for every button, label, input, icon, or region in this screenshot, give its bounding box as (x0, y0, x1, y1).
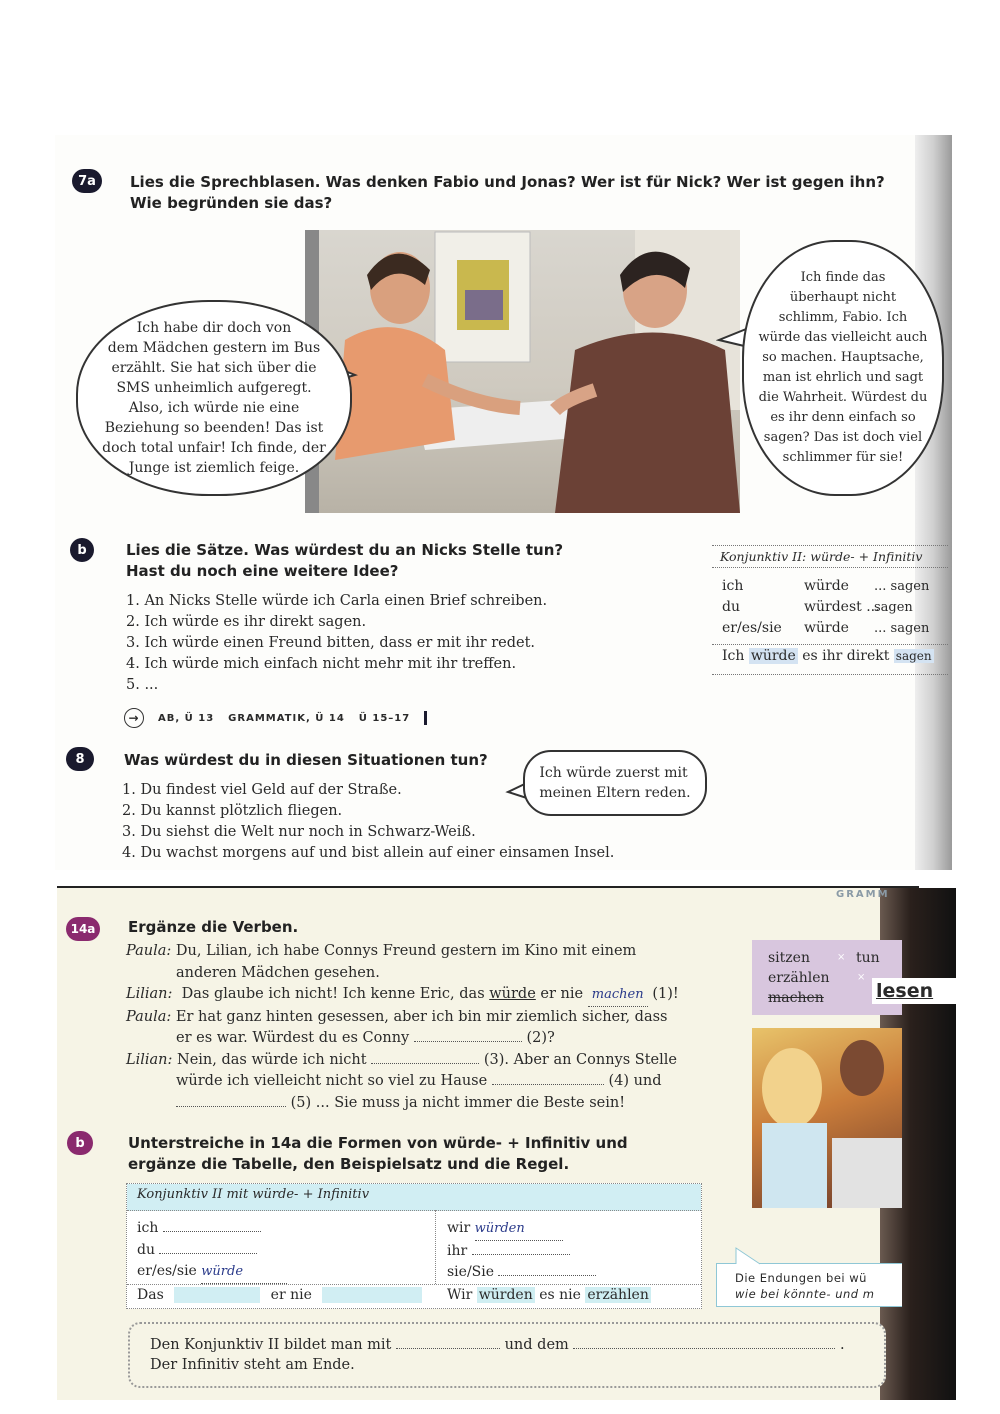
bubble-8-line: meinen Eltern reden. (539, 785, 691, 801)
bubble-right-line: die Wahrheit. Würdest du (758, 390, 928, 405)
dialogue-text: Das glaube ich nicht! Ich kenne Eric, das (181, 986, 485, 1002)
list-item: 4. Du wachst morgens auf und bist allein auf einer einsamen Insel. (122, 845, 615, 861)
question-line-2: Wie begründen sie das? (130, 194, 333, 212)
pronoun: du (137, 1241, 155, 1258)
table-field-du[interactable] (159, 1253, 257, 1254)
word-option-used: machen (768, 990, 824, 1006)
bubble-8-line: Ich würde zuerst mit (539, 765, 688, 781)
bubble-left-line: SMS unheimlich aufgeregt. (116, 380, 312, 396)
dialogue-line (126, 1028, 736, 1050)
verb-form: würde (804, 578, 849, 594)
question-line-1: Lies die Sprechblasen. Was denken Fabio und Jonas? Wer ist für Nick? Wer ist gegen ihn? (130, 173, 885, 191)
table-row (447, 1218, 596, 1241)
table-field-er-es-sie[interactable]: würde (201, 1261, 287, 1284)
page-right-edge-shadow (915, 135, 952, 870)
table-row (137, 1240, 287, 1262)
grammar-box-konjunktiv (712, 545, 948, 675)
speaker-paula: Paula: (126, 1008, 172, 1025)
dialogue-text: (4) und (608, 1073, 662, 1089)
list-item: 2. Ich würde es ihr direkt sagen. (126, 614, 367, 630)
speaker-lilian: Lilian: (126, 1051, 173, 1068)
example-field-verb[interactable] (174, 1287, 260, 1303)
exercise-14b-instruction (128, 1133, 688, 1175)
example-word: es ihr direkt (802, 648, 890, 664)
dialogue-line (126, 1071, 736, 1093)
list-item: 4. Ich würde mich einfach nicht mehr mit ihr treffen. (126, 656, 517, 672)
bubble-left-line: dem Mädchen gestern im Bus (107, 340, 321, 356)
rule-text-part: und dem (504, 1337, 569, 1353)
dialogue-line (126, 963, 736, 985)
photo-girls (752, 1028, 902, 1208)
note-line: Die Endungen bei wü (735, 1271, 867, 1285)
example-word-highlighted: erzählen (587, 1287, 649, 1303)
dialogue-line (126, 1093, 736, 1115)
bubble-right-line: überhaupt nicht (789, 290, 897, 305)
grammar-example-sentence (712, 644, 948, 664)
bubble-left-line: Junge ist ziemlich feige. (128, 460, 300, 476)
word-option: erzählen (768, 970, 830, 986)
conjugation-col-wuerde (804, 576, 880, 639)
dialogue-text: Nein, das würde ich nicht (177, 1051, 367, 1068)
bubble-right-line: schlimmer für sie! (782, 450, 904, 465)
underlined-wuerde: würde (489, 986, 536, 1002)
separator-x-icon: × (837, 952, 846, 963)
ref-grammar: GRAMMATIK, Ü 14 (228, 712, 345, 724)
speech-bubble-exercise-8 (523, 750, 707, 816)
speaker-lilian: Lilian: (126, 986, 173, 1002)
dialogue-text: Er hat ganz hinten gesessen, aber ich bin mir ziemlich sicher, dass (175, 1008, 668, 1025)
bubble-left-line: erzählt. Sie hat sich über die (111, 360, 317, 376)
exercise-8-question: Was würdest du in diesen Situationen tun? (124, 751, 488, 769)
added-word-label[interactable]: lesen (872, 978, 958, 1004)
exercise-references (124, 708, 427, 728)
exercise-badge-8: 8 (66, 747, 94, 771)
example-sentence-left (137, 1287, 422, 1303)
table-right-column (447, 1218, 596, 1284)
ref-workbook: AB, Ü 13 (158, 712, 215, 724)
answer-field-5[interactable] (176, 1106, 286, 1107)
table-row (447, 1241, 596, 1263)
question-line-2: Hast du noch eine weitere Idee? (126, 562, 399, 580)
exercise-badge-7b: b (70, 538, 94, 562)
photo-two-boys (305, 230, 740, 513)
word-option: sitzen (768, 950, 810, 966)
example-word: Wir (447, 1287, 473, 1303)
dialogue-line (126, 1050, 736, 1072)
bubble-right-line: sagen? Das ist doch viel (763, 430, 923, 445)
dialogue-text: (2)? (526, 1030, 555, 1046)
table-title: Konjunktiv II mit würde- + Infinitiv (127, 1184, 701, 1211)
dialogue-text: würde ich vielleicht nicht so viel zu Hause (176, 1073, 488, 1089)
example-word-highlighted: sagen (895, 649, 932, 663)
photo-girls-illustration (752, 1028, 902, 1208)
table-left-column (137, 1218, 287, 1284)
pronoun: ihr (447, 1242, 468, 1259)
photo-illustration (305, 230, 740, 513)
verb-form: würde (804, 620, 849, 636)
speaker-paula: Paula: (126, 943, 172, 959)
word-option: tun (856, 950, 880, 966)
infinitive: ... sagen (874, 621, 930, 636)
speech-bubble-jonas (742, 240, 944, 496)
exercise-7b-list (126, 591, 706, 696)
pronoun: sie/Sie (447, 1264, 495, 1280)
exercise-badge-7a: 7a (72, 169, 102, 193)
dialogue-text: er es war. Würdest du es Conny (176, 1030, 410, 1046)
pronoun: du (722, 599, 740, 615)
list-item: 2. Du kannst plötzlich fliegen. (122, 803, 343, 819)
separator-x-icon: × (857, 972, 866, 983)
answer-field-2[interactable] (414, 1041, 522, 1042)
bubble-right-line: so machen. Hauptsache, (762, 350, 924, 365)
list-item: 3. Ich würde einen Freund bitten, dass er mit ihr redet. (126, 635, 536, 651)
exercise-badge-14a: 14a (66, 917, 100, 941)
answer-field-1[interactable]: machen (588, 984, 648, 1007)
dialogue-text: (1)! (652, 986, 679, 1002)
example-field-infinitive[interactable] (322, 1287, 422, 1303)
dialogue-text: (5) ... Sie muss ja nicht immer die Beste sein! (290, 1094, 626, 1111)
conjugation-col-infinitive (874, 576, 929, 639)
example-word: Das (137, 1287, 164, 1303)
exercise-14a-instruction: Ergänze die Verben. (128, 918, 299, 936)
infinitive: sagen (874, 600, 913, 615)
ref-exercises: Ü 15–17 (358, 712, 411, 724)
pronoun: er/es/sie (137, 1263, 197, 1279)
table-row-divider (127, 1284, 701, 1285)
dialogue-14a (126, 941, 736, 1114)
example-word-highlighted: würde (750, 648, 796, 664)
pronoun: ich (137, 1220, 159, 1236)
dialogue-text: er nie (540, 986, 584, 1002)
list-item: 1. Du findest viel Geld auf der Straße. (122, 782, 402, 798)
bubble-right-line: schlimm, Fabio. Ich (778, 310, 908, 325)
note-box (716, 1263, 902, 1307)
bubble-right-line: es ihr denn einfach so (770, 410, 916, 425)
rule-field-2[interactable] (573, 1348, 835, 1349)
answer-field-4[interactable] (492, 1084, 604, 1085)
pronoun: wir (447, 1220, 471, 1236)
table-row (137, 1261, 287, 1284)
rule-line: Der Infinitiv steht am Ende. (150, 1357, 355, 1373)
arrow-right-icon: → (124, 708, 144, 728)
example-sentence-right (447, 1287, 651, 1303)
table-row (137, 1218, 287, 1240)
note-line: wie bei könnte- und m (735, 1287, 875, 1301)
pronoun: ich (722, 578, 744, 594)
dialogue-text: (3). Aber an Connys Stelle (483, 1051, 677, 1068)
instruction-line-2: ergänze die Tabelle, den Beispielsatz und die Regel. (128, 1155, 570, 1173)
table-field-sie[interactable] (498, 1275, 596, 1276)
rule-line: Den Konjunktiv II bildet man mit und dem . (150, 1337, 845, 1353)
note-box-pointer (734, 1246, 764, 1266)
bubble-left-line: Beziehung so beenden! Das ist (104, 420, 324, 436)
example-word: Ich (722, 648, 745, 664)
table-row (447, 1262, 596, 1284)
bubble-left-line: Also, ich würde nie eine (128, 400, 300, 416)
list-item: 1. An Nicks Stelle würde ich Carla einen Brief schreiben. (126, 593, 548, 609)
conjugation-table (126, 1183, 702, 1309)
table-field-ihr[interactable] (472, 1254, 570, 1255)
exercise-7b-question (126, 540, 686, 582)
ref-bar (424, 711, 427, 725)
bubble-right-line: man ist ehrlich und sagt (762, 370, 924, 385)
verb-form: würdest ... (804, 599, 880, 615)
exercise-7a-question (130, 172, 910, 214)
list-item: 5. ... (126, 677, 159, 693)
pronoun: er/es/sie (722, 620, 782, 636)
section-corner-label: GRAMM (836, 889, 890, 900)
example-word-highlighted: würden (478, 1287, 533, 1303)
dialogue-text: Du, Lilian, ich habe Connys Freund gestern im Kino mit einem (175, 943, 637, 959)
dialogue-line (126, 984, 736, 1007)
table-column-divider (435, 1210, 437, 1284)
exercise-badge-14b: b (67, 1131, 93, 1155)
instruction-line-1: Unterstreiche in 14a die Formen von würde- + Infinitiv und (128, 1134, 628, 1152)
bubble-left-line: doch total unfair! Ich finde, der (102, 440, 326, 456)
bubble-right-line: würde das vielleicht auch (758, 330, 928, 345)
bubble-left-line: Ich habe dir doch von (136, 320, 292, 336)
table-field-ich[interactable] (163, 1231, 261, 1232)
speech-bubble-fabio (76, 300, 352, 496)
dialogue-line (126, 1007, 736, 1029)
table-field-wir[interactable]: würden (475, 1218, 563, 1241)
rule-field-1[interactable] (396, 1348, 500, 1349)
conjugation-col-pronoun (722, 576, 782, 639)
question-line-1: Lies die Sätze. Was würdest du an Nicks Stelle tun? (126, 541, 564, 559)
example-word: es nie (539, 1287, 581, 1303)
dialogue-text: anderen Mädchen gesehen. (176, 964, 380, 981)
grammar-box-title: Konjunktiv II: würde- + Infinitiv (712, 546, 948, 568)
bubble-right-line: Ich finde das (800, 270, 886, 285)
rule-text-part: Den Konjunktiv II bildet man mit (150, 1337, 392, 1353)
infinitive: ... sagen (874, 579, 930, 594)
rule-text (150, 1335, 870, 1375)
list-item: 3. Du siehst die Welt nur noch in Schwarz-Weiß. (122, 824, 476, 840)
dialogue-line (126, 941, 736, 963)
example-word: er nie (270, 1287, 312, 1303)
answer-field-3[interactable] (371, 1063, 479, 1064)
